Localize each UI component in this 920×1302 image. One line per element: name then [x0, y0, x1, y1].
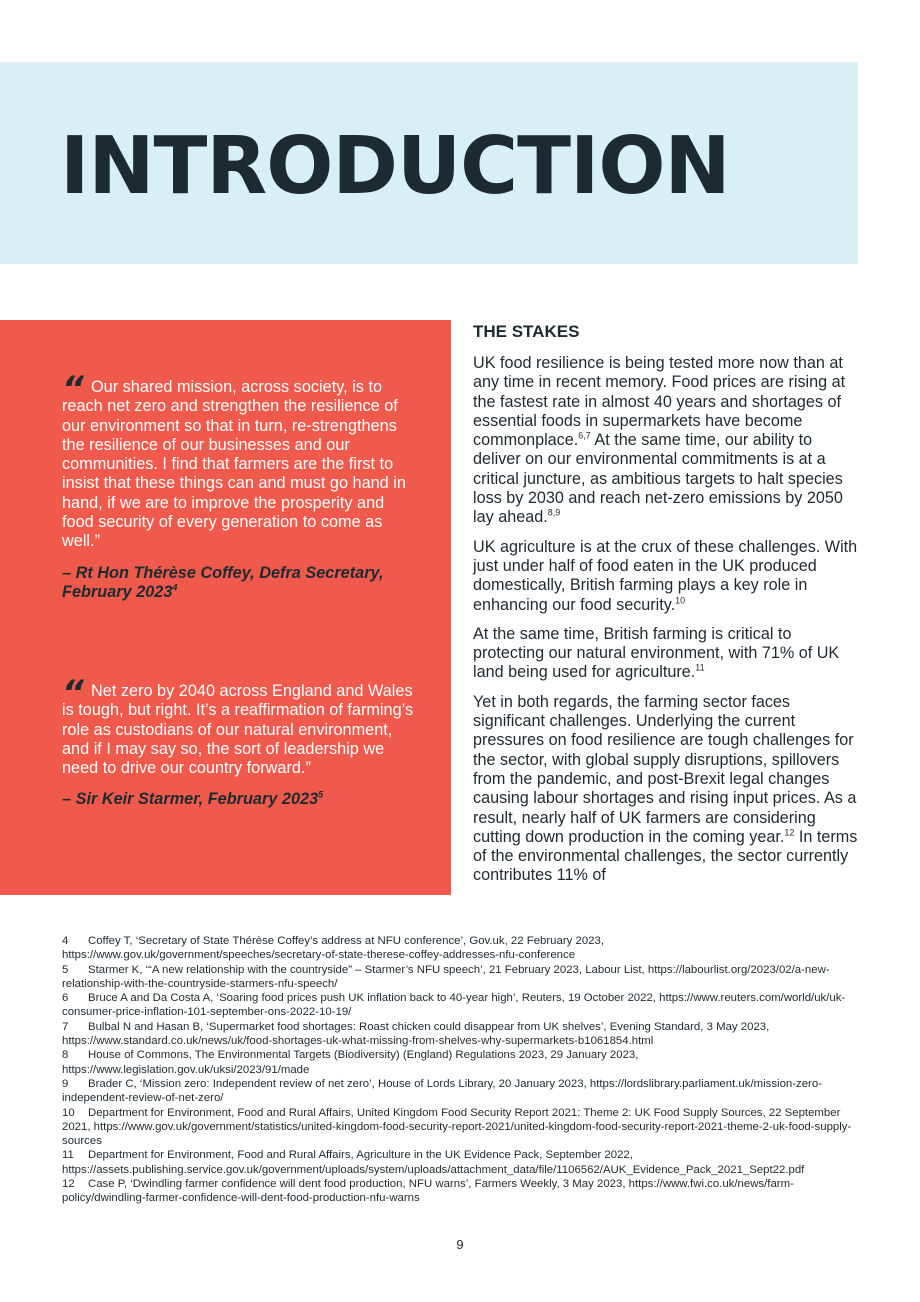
footnote-ref[interactable]: 5 — [318, 790, 324, 801]
quote-starmer — [62, 673, 418, 810]
quote-mark-icon: “ — [62, 369, 84, 409]
body-paragraph: At the same time, British farming is critical to protecting our natural environment, with 71% of UK land being used for agriculture.$^{11}$ — [473, 624, 840, 682]
footnote-ref[interactable]: 8,9 — [547, 507, 561, 518]
quote-attribution: – Rt Hon Thérèse Coffey, Defra Secretary, February 2023$^4$ — [62, 563, 384, 601]
body-paragraph: Yet in both regards, the farming sector faces significant challenges. Underlying the current pressures on food resilience are tough challenges for the sector, with global supply disruptions, spillovers from the pandemic, and post-Brexit legal changes causing labour shortages and rising input prices. As a result, nearly half of UK farmers are considering cutting down production in the coming year.$^{12}$ In terms of the environmental challenges, the sector currently contributes 11% of — [473, 692, 858, 885]
footnote-ref[interactable]: 10 — [675, 595, 686, 606]
quote-text: Our shared mission, across society, is to reach net zero and strengthen the resilience of our environment so that in turn, re-strengthens the resilience of our businesses and our communities. I find that farmers are the first to insist that these things can and must go hand in hand, if we are to improve the prosperity and food security of every generation to come as well.” — [62, 378, 406, 551]
footnote: 8 House of Commons, The Environmental Targets (Biodiversity) (England) Regulations 2023, 29 January 2023, https://www.legislation.gov.uk/uksi/2023/91/made — [62, 1049, 639, 1076]
footnote: 7 Bulbal N and Hasan B, ‘Supermarket food shortages: Roast chicken could disappear from UK shelves’, Evening Standard, 3 May 2023, https://www.standard.co.uk/news/uk/food-shortages-uk-what-missing-from-shelves-why-supermarkets-b1061854.html — [62, 1020, 770, 1048]
quote-coffey — [62, 369, 418, 602]
page-title: INTRODUCTION — [60, 120, 730, 212]
quote-text: Net zero by 2040 across England and Wales is tough, but right. It’s a reaffirmation of farming’s role as custodians of our natural environment, and if I may say so, the sort of leadership we need to drive our country forward.” — [62, 682, 414, 778]
footnote: 9 Brader C, ‘Mission zero: Independent review of net zero’, House of Lords Library, 20 January 2023, https://lordslibrary.parliament.uk/mission-zero-independent-review-of-net-zero/ — [62, 1077, 822, 1105]
footnote-ref[interactable]: 11 — [695, 663, 705, 674]
footnote: 10 Department for Environment, Food and Rural Affairs, United Kingdom Food Security Report 2021: Theme 2: UK Food Supply Sources, 22 September 2021, https://www.gov.uk/government/statistics/united-kingdom-food-security-report-2021/united-kingdom-food-security-report-2021-theme-2-uk-food-supply-sources — [62, 1106, 852, 1148]
section-heading: THE STAKES — [473, 322, 580, 341]
footnote-ref[interactable]: 6,7 — [578, 430, 591, 441]
footnote: 11 Department for Environment, Food and Rural Affairs, Agriculture in the UK Evidence Pack, September 2022, https://assets.publishing.service.gov.uk/government/uploads/system/uploads/attachment_data/file/1106562/AUK_Evidence_Pack_2021_Sept22.pdf — [62, 1149, 805, 1176]
footnote-ref[interactable]: 4 — [172, 582, 178, 593]
footnote: 5 Starmer K, ‘“A new relationship with the countryside” – Starmer’s NFU speech’, 21 February 2023, Labour List, https://labourlist.org/2023/02/a-new-relationship-with-the-countryside-starmers-nfu-speech/ — [62, 963, 830, 990]
stakes-section — [473, 322, 858, 896]
page-number: 9 — [456, 1237, 464, 1252]
body-paragraph: UK agriculture is at the crux of these challenges. With just under half of food eaten in the UK produced domestically, British farming plays a key role in enhancing our food security.$^{10}$ — [473, 537, 858, 614]
footnotes — [62, 934, 857, 1206]
quote-mark-icon: “ — [62, 673, 84, 713]
footnote-ref[interactable]: 12 — [784, 827, 795, 838]
footnote: 6 Bruce A and Da Costa A, ‘Soaring food prices push UK inflation back to 40-year high’, Reuters, 19 October 2022, https://www.reuters.com/world/uk/uk-consumer-price-inflation-101-september-ons-2022-10-19/ — [62, 992, 846, 1019]
footnote: 12 Case P, ‘Dwindling farmer confidence will dent food production, NFU warns’, Farmers Weekly, 3 May 2023, https://www.fwi.co.uk/news/farm-policy/dwindling-farmer-confidence-will-dent-food-production-nfu-warns — [62, 1178, 794, 1205]
footnote: 4 Coffey T, ‘Secretary of State Thérèse Coffey’s address at NFU conference’, Gov.uk, 22 February 2023, https://www.gov.uk/government/speeches/secretary-of-state-therese-coffey-addresses-nfu-conference — [62, 935, 605, 962]
body-paragraph: UK food resilience is being tested more now than at any time in recent memory. Food prices are rising at the fastest rate in almost 40 years and shortages of essential foods in supermarkets have become commonplace.$^{6,7}$ At the same time, our ability to deliver on our environmental commitments is at a critical juncture, as ambitious targets to halt species loss by 2030 and reach net-zero emissions by 2050 lay ahead.$^{8,9}$ — [473, 354, 846, 527]
quote-attribution: – Sir Keir Starmer, February 2023$^5$ — [62, 790, 324, 809]
